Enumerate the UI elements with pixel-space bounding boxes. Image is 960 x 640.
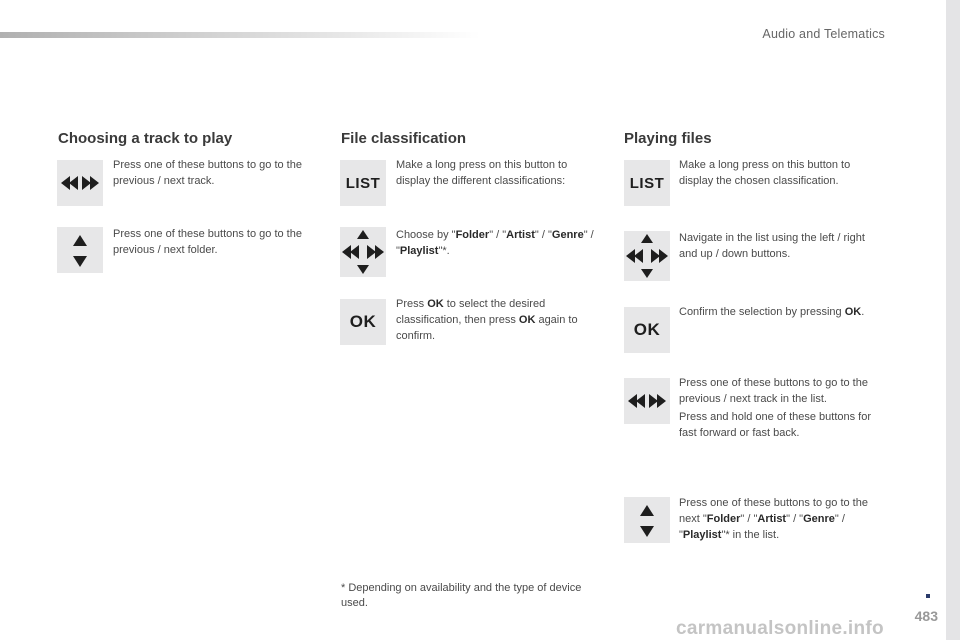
prev-next-folder-button bbox=[57, 227, 103, 273]
section-title-playing-files: Playing files bbox=[624, 130, 712, 147]
watermark: carmanualsonline.info bbox=[676, 618, 884, 639]
ok-button-2 bbox=[624, 307, 670, 353]
playing-desc-3: Confirm the selection by pressing OK. bbox=[679, 306, 865, 318]
page-marker bbox=[926, 594, 930, 598]
choosing-folder-desc: Press one of these buttons to go to the previous / next folder. bbox=[113, 228, 302, 256]
list-button-2-label: LIST bbox=[629, 174, 665, 192]
navigation-pad-button-2 bbox=[624, 231, 670, 281]
playing-desc-2: Navigate in the list using the left / right and up / down buttons. bbox=[679, 232, 865, 260]
section-title-choosing-track: Choosing a track to play bbox=[58, 130, 233, 147]
file-class-desc-2: Choose by "Folder" / "Artist" / "Genre" / "Playlist"*. bbox=[396, 229, 594, 257]
list-button bbox=[340, 160, 386, 206]
up-down-folder-button bbox=[624, 497, 670, 543]
header-gradient-bar bbox=[0, 32, 480, 38]
list-button-label: LIST bbox=[345, 174, 381, 192]
up-down-arrows-icon bbox=[624, 497, 670, 543]
page-header: Audio and Telematics bbox=[762, 27, 885, 41]
playing-desc-4: Press one of these buttons to go to the previous / next track in the list. Press and hold one of these buttons for fast forward or fast back. bbox=[679, 377, 872, 439]
page-side-strip bbox=[946, 0, 960, 640]
footnote: * Depending on availability and the type of device used. bbox=[341, 582, 582, 609]
navigation-pad-button bbox=[340, 227, 386, 277]
choosing-track-desc: Press one of these buttons to go to the previous / next track. bbox=[113, 159, 302, 187]
playing-desc-1: Make a long press on this button to display the chosen classification. bbox=[679, 159, 851, 187]
section-title-file-classification: File classification bbox=[341, 130, 467, 147]
prev-next-track-button-2 bbox=[624, 378, 670, 424]
ok-button bbox=[340, 299, 386, 345]
playing-desc-5: Press one of these buttons to go to the next "Folder" / "Artist" / "Genre" / "Playlist"* in the list. bbox=[679, 497, 868, 541]
ok-button-2-label: OK bbox=[633, 320, 661, 339]
list-button-2 bbox=[624, 160, 670, 206]
ok-button-label: OK bbox=[349, 312, 377, 331]
prev-next-arrows-icon bbox=[624, 378, 670, 424]
file-class-desc-3: Press OK to select the desired classification, then press OK again to confirm. bbox=[396, 298, 578, 342]
prev-next-track-button bbox=[57, 160, 103, 206]
four-way-arrows-icon bbox=[340, 227, 386, 277]
file-class-desc-1: Make a long press on this button to display the different classifications: bbox=[396, 159, 568, 187]
four-way-arrows-icon bbox=[624, 231, 670, 281]
page-number: 483 bbox=[914, 608, 938, 624]
prev-next-arrows-icon bbox=[57, 160, 103, 206]
up-down-arrows-icon bbox=[57, 227, 103, 273]
